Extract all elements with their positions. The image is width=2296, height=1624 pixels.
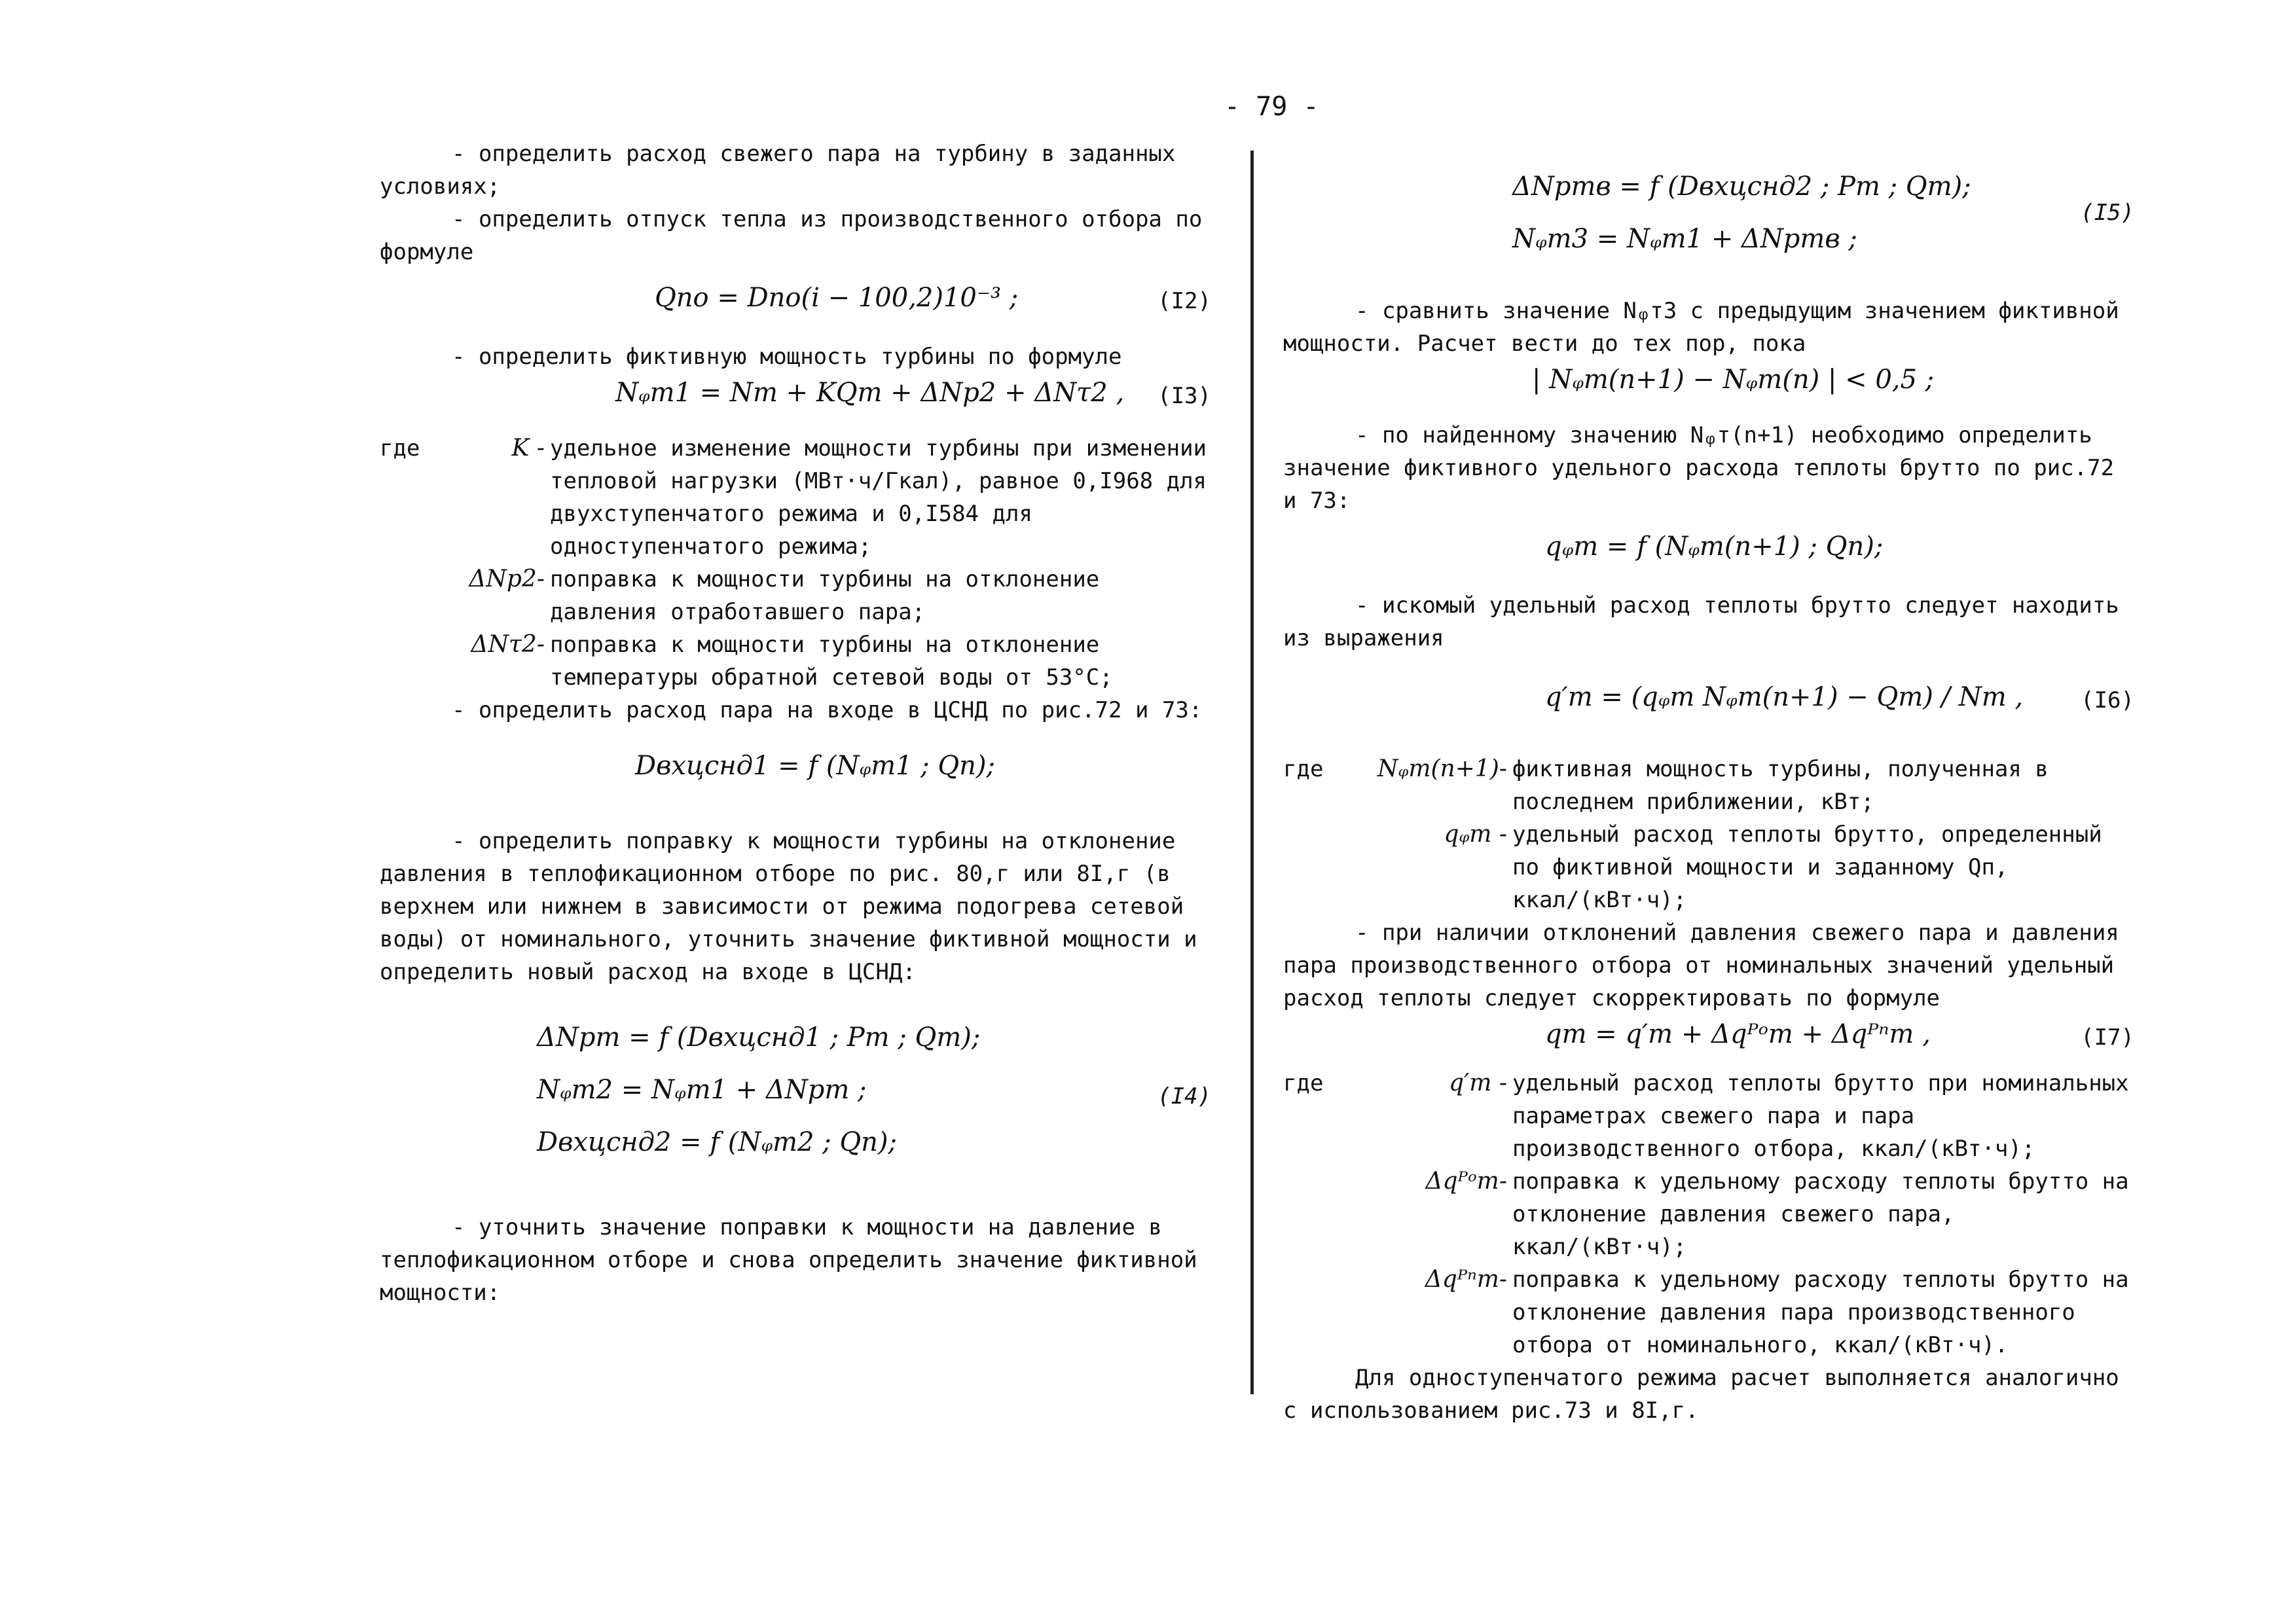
paragraph: - определить поправку к мощности турбины на отклонение давления в теплофикационном отборе по рис. 80,г или 8I,г (в верхнем или нижнем в зависимости от режима подогрева сетевой воды) от номинального, уточнить значение фиктивной мощности и определить новый расход на входе в ЦСНД: [380,828,1197,985]
formula-expr: Nᵩт3 = Nᵩт1 + ΔNpтв ; [1512,224,1857,254]
definition-text: поправка к удельному расходу теплоты брутто на отклонение давления свежего пара, ккал/(кВт·ч); [1512,1168,2129,1260]
formula-group-15 [1283,164,2134,268]
where-label: где [1283,756,1324,782]
formula-expr: qт = q′т + Δqᴾᵒт + Δqᴾⁿт , [1545,1019,1931,1049]
left-column [380,137,1211,1309]
formula-expr: Nᵩт2 = Nᵩт1 + ΔNpт ; [537,1075,867,1105]
formula-expr: | Nᵩт(n+1) − Nᵩт(n) | < 0,5 ; [1532,365,1935,395]
definition-text: поправка к удельному расходу теплоты брутто на отклонение давления пара производственного отбора от номинального, ккал/(кВт·ч). [1512,1267,2129,1358]
definition-symbol: Nᵩт(n+1)- [1377,755,1507,782]
formula-compare [1283,360,2134,419]
equation-number: (I2) [1157,288,1211,314]
formula-d1 [380,727,1211,812]
where-label: где [1283,1070,1324,1096]
paragraph: - по найденному значению Nᵩт(n+1) необходимо определить значение фиктивного удельного расхода теплоты брутто по рис.72 и 73: [1283,422,2115,514]
formula-16 [1283,655,2134,753]
paragraph: - определить отпуск тепла из производственного отбора по формуле [380,206,1203,265]
definition-symbol: K - [511,435,545,461]
formula-q [1283,517,2134,589]
definition-text: удельный расход теплоты брутто, определенный по фиктивной мощности и заданному Qп, ккал/(кВт·ч); [1512,821,2102,913]
definitions-list [380,432,1211,694]
definition-text: фиктивная мощность турбины, полученная в последнем приближении, кВт; [1512,756,2049,815]
formula-expr: Dвхцснд1 = f (Nᵩт1 ; Qп); [635,751,995,781]
definition-text: удельный расход теплоты брутто при номинальных параметрах свежего пара и пара производственного отбора, ккал/(кВт·ч); [1512,1070,2129,1162]
equation-number: (I7) [2081,1024,2134,1051]
column-divider [1250,151,1254,1394]
equation-number: (I3) [1157,383,1211,409]
definitions-list [1283,1067,2134,1362]
page-number: - 79 - [1224,92,1319,122]
formula-group-14 [380,1015,1211,1172]
formula-expr: ΔNpт = f (Dвхцснд1 ; Pт ; Qт); [537,1022,981,1053]
definition-text: удельное изменение мощности турбины при изменении тепловой нагрузки (МВт·ч/Гкал), равное 0,I968 для двухступенчатого режима и 0,I584 для одноступенчатого режима; [550,435,1207,560]
formula-12 [380,268,1211,340]
paragraph: - определить фиктивную мощность турбины по формуле [452,344,1122,370]
paragraph: - при наличии отклонений давления свежего пара и давления пара производственного отбора от номинальных значений удельный расход теплоты следует скорректировать по формуле [1283,920,2119,1011]
equation-number: (I4) [1157,1083,1211,1110]
equation-number: (I6) [2081,687,2134,713]
formula-expr: Dвхцснд2 = f (Nᵩт2 ; Qп); [537,1127,897,1157]
definition-symbol: ΔNp2- [469,566,545,592]
definition-symbol: ΔNτ2- [471,631,545,658]
formula-expr: Nᵩт1 = Nт + KQт + ΔNp2 + ΔNτ2 , [615,378,1125,408]
paragraph: - уточнить значение поправки к мощности на давление в теплофикационном отборе и снова определить значение фиктивной мощности: [380,1214,1197,1306]
paragraph: - определить расход свежего пара на турбину в заданных условиях; [380,141,1176,200]
formula-17 [1283,1015,2134,1067]
definition-text: поправка к мощности турбины на отклонение температуры обратной сетевой воды от 53°С; [550,632,1113,691]
definitions-list [1283,753,2134,916]
definition-text: поправка к мощности турбины на отклонение давления отработавшего пара; [550,566,1100,625]
definition-symbol: q′т - [1449,1070,1507,1096]
where-label: где [380,435,420,461]
paragraph: Для одноступенчатого режима расчет выполняется аналогично с использованием рис.73 и 8I,г. [1283,1365,2119,1424]
right-column [1283,137,2134,1427]
definition-symbol: Δqᴾⁿт- [1425,1266,1507,1293]
definition-symbol: Δqᴾᵒт- [1425,1168,1507,1195]
formula-expr: Qпо = Dпо(i − 100,2)10⁻³ ; [655,283,1019,313]
paragraph: - сравнить значение Nᵩт3 с предыдущим значением фиктивной мощности. Расчет вести до тех пор, пока [1283,298,2119,357]
formula-expr: qᵩт = f (Nᵩт(n+1) ; Qп); [1545,532,1884,562]
paragraph: - искомый удельный расход теплоты брутто следует находить из выражения [1283,592,2119,651]
equation-number: (I5) [2081,200,2134,226]
formula-expr: ΔNpтв = f (Dвхцснд2 ; Pт ; Qт); [1512,171,1971,202]
formula-expr: q′т = (qᵩт Nᵩт(n+1) − Qт) / Nт , [1545,682,2024,712]
formula-13 [380,373,1211,432]
paragraph: - определить расход пара на входе в ЦСНД по рис.72 и 73: [452,697,1203,723]
definition-symbol: qᵩт - [1444,821,1507,848]
